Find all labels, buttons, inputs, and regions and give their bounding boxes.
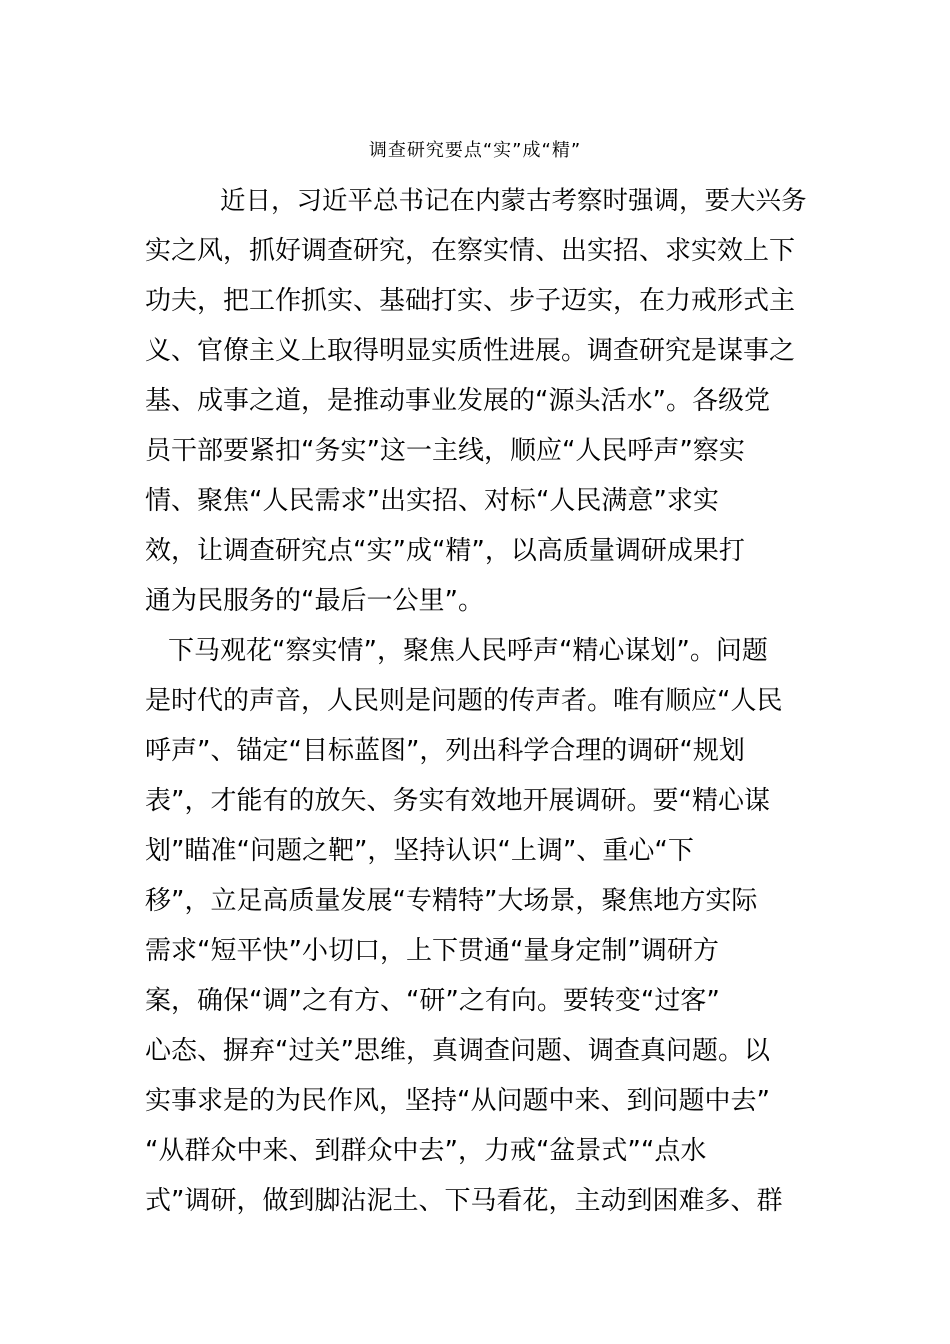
paragraph-line: 功夫，把工作抓实、基础打实、步子迈实，在力戒形式主 [145,286,796,316]
paragraph-line: 实之风，抓好调查研究，在察实情、出实招、求实效上下 [145,236,796,266]
paragraph-line: 是时代的声音，人民则是问题的传声者。唯有顺应“人民 [145,686,783,716]
paragraph-line: 表”，才能有的放矢、务实有效地开展调研。要“精心谋 [145,786,770,816]
paragraph-line: 通为民服务的“最后一公里”。 [145,586,484,616]
paragraph-line: 义、官僚主义上取得明显实质性进展。调查研究是谋事之 [145,336,796,366]
paragraph-line: 划”瞄准“问题之靶”，坚持认识“上调”、重心“下 [145,836,694,866]
paragraph-line: 情、聚焦“人民需求”出实招、对标“人民满意”求实 [145,486,719,516]
paragraph-line: 下马观花“察实情”，聚焦人民呼声“精心谋划”。问题 [168,636,768,666]
paragraph-line: “从群众中来、到群众中去”，力戒“盆景式”“点水 [145,1136,707,1166]
paragraph-line: 实事求是的为民作风，坚持“从问题中来、到问题中去” [145,1086,770,1116]
paragraph-line: 移”，立足高质量发展“专精特”大场景，聚焦地方实际 [145,886,758,916]
paragraph-line: 近日，习近平总书记在内蒙古考察时强调，要大兴务 [220,186,807,216]
paragraph-line: 心态、摒弃“过关”思维，真调查问题、调查真问题。以 [145,1036,770,1066]
paragraph-line: 式”调研，做到脚沾泥土、下马看花，主动到困难多、群 [145,1186,783,1216]
page-title: 调查研究要点“实”成“精” [368,140,582,161]
paragraph-line: 呼声”、锚定“目标蓝图”，列出科学合理的调研“规划 [145,736,745,766]
paragraph-line: 效，让调查研究点“实”成“精”，以高质量调研成果打 [145,536,745,566]
paragraph-line: 员干部要紧扣“务实”这一主线，顺应“人民呼声”察实 [145,436,745,466]
paragraph-line: 案，确保“调”之有方、“研”之有向。要转变“过客” [145,986,720,1016]
paragraph-line: 需求“短平快”小切口，上下贯通“量身定制”调研方 [145,936,719,966]
paragraph-line: 基、成事之道，是推动事业发展的“源头活水”。各级党 [145,386,770,416]
